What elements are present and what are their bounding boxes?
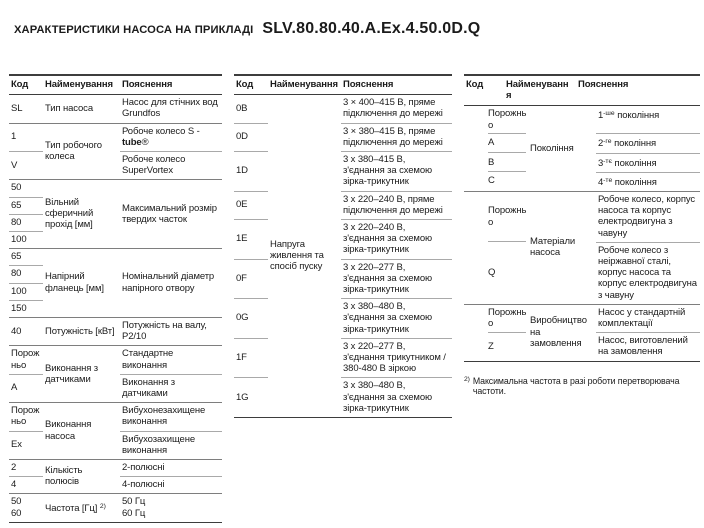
name-cell: Напруга живлення та спосіб пуску bbox=[268, 95, 341, 418]
name-cell: Матеріали насоса bbox=[528, 191, 596, 304]
code-cell: 80 bbox=[9, 214, 43, 231]
explanation-cell: 3 x 380–480 В, з'єднання за схемою зірка-трикутник bbox=[341, 299, 452, 339]
middle-column bbox=[234, 74, 452, 418]
explanation-cell: 3 x 220–240 В, з'єднання за схемою зірка-трикутник bbox=[341, 220, 452, 260]
explanation-cell bbox=[120, 494, 222, 522]
explanation-cell: Робоче колесо SuperVortex bbox=[120, 152, 222, 180]
table-row bbox=[464, 106, 700, 134]
code-cell: 80 bbox=[9, 266, 43, 283]
brand-bold-text: tube bbox=[122, 136, 142, 148]
column-header-name: Найменування bbox=[268, 75, 341, 95]
column-header-name-text: Найменування bbox=[506, 79, 569, 102]
code-cell: 2 bbox=[9, 460, 43, 477]
explanation-text: покоління bbox=[614, 110, 660, 122]
code-cell: 4 bbox=[9, 477, 43, 494]
table-header-row bbox=[464, 75, 700, 106]
name-cell: Виконання насоса bbox=[43, 403, 120, 460]
ordinal-suffix: -ше bbox=[603, 110, 615, 118]
explanation-cell: 3 x 220–277 В, з'єднання за схемою зірка-трикутник bbox=[341, 259, 452, 299]
name-cell bbox=[43, 494, 120, 522]
code-cell: Порожньо bbox=[464, 106, 528, 134]
name-cell: Кількість полюсів bbox=[43, 460, 120, 494]
name-cell: Тип насоса bbox=[43, 95, 120, 123]
code-cell: 1D bbox=[234, 152, 268, 192]
table-row bbox=[9, 460, 222, 477]
footnote bbox=[464, 376, 696, 397]
right-column bbox=[464, 74, 700, 397]
code-cell: 1E bbox=[234, 220, 268, 260]
code-cell: Порожньо bbox=[464, 191, 528, 242]
explanation-cell: 3 × 400–415 В, пряме підключення до мережі bbox=[341, 95, 452, 123]
table-header-row bbox=[9, 75, 222, 95]
explanation-cell: 4-полюсні bbox=[120, 477, 222, 494]
code-cell: 50 bbox=[9, 180, 43, 197]
name-cell: Виробництво на замовлення bbox=[528, 304, 596, 361]
code-cell bbox=[9, 494, 43, 522]
code-cell: A bbox=[464, 134, 528, 153]
code-cell: Ex bbox=[9, 431, 43, 459]
explanation-cell bbox=[596, 134, 700, 153]
name-cell: Покоління bbox=[528, 106, 596, 192]
code-cell: 65 bbox=[9, 197, 43, 214]
explanation-text: Робоче колесо S - bbox=[122, 125, 200, 137]
explanation-text: 50 Гц bbox=[122, 496, 146, 508]
explanation-cell: Насос для стічних вод Grundfos bbox=[120, 95, 222, 123]
explanation-cell: 3 x 220–240 В, пряме підключення до мережі bbox=[341, 191, 452, 219]
footnote-text: Максимальна частота в разі роботи перетворювача частоти. bbox=[472, 375, 680, 397]
code-cell: V bbox=[9, 152, 43, 180]
code-cell: 0B bbox=[234, 95, 268, 123]
explanation-text: 60 Гц bbox=[122, 507, 146, 519]
pump-code: SLV.80.80.40.A.Ex.4.50.0D.Q bbox=[262, 20, 481, 37]
ordinal-suffix: -те bbox=[603, 176, 613, 184]
explanation-text: покоління bbox=[611, 138, 657, 150]
explanation-text: покоління bbox=[612, 157, 657, 169]
column-header-code: Код bbox=[9, 75, 43, 95]
name-cell: Напірний фланець [мм] bbox=[43, 249, 120, 318]
explanation-cell: Потужність на валу, P2/10 bbox=[120, 318, 222, 346]
explanation-cell: Вибухозахищене виконання bbox=[120, 431, 222, 459]
table-row bbox=[234, 299, 452, 339]
code-cell: 1G bbox=[234, 378, 268, 418]
table-row bbox=[234, 95, 452, 123]
code-cell: 0D bbox=[234, 123, 268, 151]
code-cell: 1F bbox=[234, 338, 268, 378]
explanation-cell: Виконання з датчиками bbox=[120, 374, 222, 402]
code-cell: Порожньо bbox=[9, 346, 43, 374]
left-column bbox=[9, 74, 222, 523]
explanation-cell: Робоче колесо з неіржавної сталі, корпус насоса та корпус електродвигуна з чавуну bbox=[596, 242, 700, 304]
code-cell: Порожньо bbox=[9, 403, 43, 431]
table-row bbox=[234, 123, 452, 151]
code-cell: 0E bbox=[234, 191, 268, 219]
explanation-cell bbox=[596, 106, 700, 134]
code-cell: C bbox=[464, 172, 528, 191]
explanation-cell: Стандартне виконання bbox=[120, 346, 222, 374]
characteristics-table-middle bbox=[234, 74, 452, 418]
code-cell: 150 bbox=[9, 300, 43, 317]
ordinal-suffix: -ге bbox=[603, 138, 612, 146]
explanation-cell: Насос у стандартній комплектації bbox=[596, 304, 700, 332]
table-row bbox=[234, 378, 452, 418]
table-row bbox=[9, 346, 222, 374]
table-row bbox=[9, 95, 222, 123]
name-cell: Вільний сферичний прохід [мм] bbox=[43, 180, 120, 249]
footnote-marker: 2) bbox=[464, 375, 470, 383]
table-header-row bbox=[234, 75, 452, 95]
code-cell: 100 bbox=[9, 232, 43, 249]
column-header-explanation: Пояснення bbox=[120, 75, 222, 95]
name-text: Частота [Гц] bbox=[45, 503, 98, 515]
column-header-code: Код bbox=[234, 75, 268, 95]
code-cell: B bbox=[464, 153, 528, 172]
explanation-cell: 3 × 380–415 В, пряме підключення до мережі bbox=[341, 123, 452, 151]
table-row bbox=[9, 249, 222, 266]
characteristics-table-left bbox=[9, 74, 222, 523]
code-cell: 1 bbox=[9, 123, 43, 151]
ordinal-number: 4 bbox=[598, 176, 604, 188]
column-header-explanation-text: Пояснення bbox=[578, 79, 629, 90]
code-cell: 100 bbox=[9, 283, 43, 300]
table-row bbox=[234, 338, 452, 378]
explanation-cell: 3 x 380–415 В, з'єднання за схемою зірка-трикутник bbox=[341, 152, 452, 192]
explanation-text: покоління bbox=[612, 176, 657, 188]
code-value: 60 bbox=[11, 507, 22, 519]
explanation-cell: 2-полюсні bbox=[120, 460, 222, 477]
column-header-name: Найменування bbox=[43, 75, 120, 95]
column-header-explanation: Пояснення bbox=[341, 75, 452, 95]
explanation-cell: Вибухонезахищене виконання bbox=[120, 403, 222, 431]
explanation-cell: Максимальний розмір твердих часток bbox=[120, 180, 222, 249]
explanation-cell bbox=[596, 153, 700, 172]
code-cell: 0G bbox=[234, 299, 268, 339]
explanation-cell: 3 x 380–480 В, з'єднання за схемою зірка-трикутник bbox=[341, 378, 452, 418]
code-cell: 0F bbox=[234, 259, 268, 299]
ordinal-number: 2 bbox=[598, 138, 604, 150]
code-cell: SL bbox=[9, 95, 43, 123]
code-cell: 40 bbox=[9, 318, 43, 346]
name-cell: Тип робочого колеса bbox=[43, 123, 120, 180]
table-row bbox=[9, 180, 222, 197]
explanation-cell: 3 x 220–277 В, з'єднання трикутником / 380-480 В зіркою bbox=[341, 338, 452, 378]
table-row bbox=[234, 152, 452, 192]
code-cell: Порожньо bbox=[464, 304, 528, 332]
explanation-cell bbox=[596, 172, 700, 191]
ordinal-suffix: -тє bbox=[603, 157, 613, 165]
ordinal-number: 1 bbox=[598, 110, 604, 122]
name-cell: Потужність [кВт] bbox=[43, 318, 120, 346]
table-row bbox=[234, 220, 452, 260]
table-row bbox=[464, 191, 700, 242]
table-row bbox=[9, 123, 222, 151]
table-row bbox=[464, 304, 700, 332]
name-cell: Виконання з датчиками bbox=[43, 346, 120, 403]
characteristics-table-right bbox=[464, 74, 700, 362]
table-row bbox=[9, 494, 222, 522]
code-cell: A bbox=[9, 374, 43, 402]
ordinal-number: 3 bbox=[598, 157, 604, 169]
explanation-cell bbox=[120, 123, 222, 151]
code-cell: Q bbox=[464, 242, 528, 304]
explanation-cell: Насос, виготовлений на замовлення bbox=[596, 333, 700, 361]
table-row bbox=[234, 191, 452, 219]
table-row bbox=[9, 318, 222, 346]
registered-mark: ® bbox=[141, 136, 149, 148]
code-cell: 65 bbox=[9, 249, 43, 266]
explanation-cell: Робоче колесо, корпус насоса та корпус електродвигуна з чавуну bbox=[596, 191, 700, 242]
footnote-marker: 2) bbox=[99, 503, 106, 511]
page-title bbox=[14, 20, 480, 38]
page-title-label: ХАРАКТЕРИСТИКИ НАСОСА НА ПРИКЛАДІ bbox=[14, 24, 254, 36]
explanation-cell: Номінальний діаметр напірного отвору bbox=[120, 249, 222, 318]
code-cell: Z bbox=[464, 333, 528, 361]
column-header-explanation bbox=[578, 75, 700, 106]
table-row bbox=[234, 259, 452, 299]
code-value: 50 bbox=[11, 496, 22, 508]
column-header-code: Код bbox=[464, 75, 528, 106]
table-row bbox=[9, 403, 222, 431]
